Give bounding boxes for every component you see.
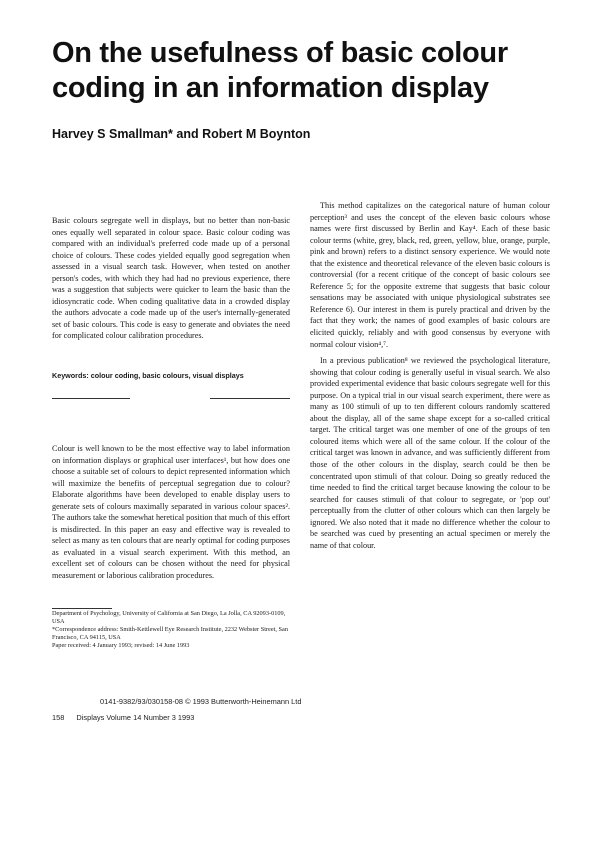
- body-paragraph: This method capitalizes on the categorical nature of human colour perception³ and uses the concept of the eleven basic colours whose names were first discussed by Berlin and Kay⁴. Each of these basic colour terms (white, grey, black, red, green, yellow, blue, orange, purple, pink and brown) refers to a distinct sensory experience. We would note that the existence and theoretical relevance of the eleven basic colours is controversial (for a recent critique of the concept of basic colours see Reference 5; for the opposite extreme that suggests that basic colour sensations may be associated with unique physiological substrates see Reference 6). Our interest in them is purely practical and driven by the fact that they work; the names of good examples of basic colours are elicited quickly, reliably and with good consensus by everyone with normal colour vision⁴,⁷.: [310, 201, 550, 349]
- body-text-left-column: Colour is well known to be the most effective way to label information on information displays or graphical user interfaces¹, but how does one choose a suitable set of colours to depict represented information which will maximize the benefits of perceptual segregation due to colour? Elaborate algorithms have been developed to enable display users to generate sets of colours maximally separated in various colour spaces². The authors take the somewhat heretical position that much of this effort is misdirected. In this paper an easy and effective way is revealed to select as many as ten colours that are nearly optimal for coding purposes as evaluated in a visual search experiment. With this method, an excellent set of colours can be chosen without the need for physical measurement or laborious calibration procedures.: [52, 444, 290, 581]
- page-number: 158: [52, 713, 65, 722]
- section-divider-right: [210, 398, 290, 399]
- keywords-text: colour coding, basic colours, visual displays: [90, 371, 244, 380]
- footnote-affiliation: Department of Psychology, University of California at San Diego, La Jolla, CA 92093-0109, USA: [52, 610, 286, 625]
- section-divider-left: [52, 398, 130, 399]
- footnotes: [52, 610, 292, 650]
- issn-line: 0141-9382/93/030158-08 © 1993 Butterworth-Heinemann Ltd: [100, 697, 302, 706]
- authors: Harvey S Smallman* and Robert M Boynton: [52, 127, 311, 141]
- journal-citation: Displays Volume 14 Number 3 1993: [76, 713, 195, 722]
- footnote-correspondence: *Correspondence address: Smith-Kettlewell Eye Research Institute, 2232 Webster Street, San Francisco, CA 94115, USA: [52, 626, 288, 641]
- footnote-received: Paper received: 4 January 1993; revised: 14 June 1993: [52, 642, 190, 649]
- body-paragraph: In a previous publication⁸ we reviewed the psychological literature, showing that colour coding is generally useful in visual search. We also provided experimental evidence that basic colours segregate well for this purpose. On a typical trial in our visual search experiment, there were as many as 100 stimuli of up to ten different colours randomly scattered about the display, all of the same shape except for a so-called critical target. The critical target was one member of one of the groups of ten coloured items which were all of the same colour. If the colour of the critical target was known in advance, and was sufficiently different from those of the other colours in the display, search could be then be concentrated upon stimuli of that colour. Doing so greatly reduced the time needed to find the critical target because knowing the colour to be searched for causes stimuli of that colour to segregate, or 'pop out' perceptually from the clutter of other colours which can then largely be ignored. We also noted that it made no difference whether the colour to be searched was cued by presenting an actual specimen or merely the name of that colour.: [310, 356, 550, 550]
- keywords: [52, 370, 290, 382]
- abstract: Basic colours segregate well in displays, but no better than non-basic ones equally well separated in colour space. Basic colour coding was compared with an individual's preferred code made up of a personal choice of colours. These codes yielded equally good segregation when assessed in a visual search task. However, when tested on another person's codes, with which they had had no previous experience, there was a suggestion that subjects were quicker to learn the basic than the idiosyncratic code. When coding qualitative data in a crowded display the authors advocate a code made up of the user's internally-generated set of basic colours. This code is easy to generate and obviates the need for complicated colour calibration procedures.: [52, 216, 290, 341]
- body-text-right-column: [310, 200, 550, 556]
- paper-title: On the usefulness of basic colour coding in an information display: [52, 37, 508, 104]
- keywords-label: Keywords:: [52, 371, 89, 380]
- page-folio: [52, 713, 194, 722]
- footnote-divider: [52, 608, 112, 609]
